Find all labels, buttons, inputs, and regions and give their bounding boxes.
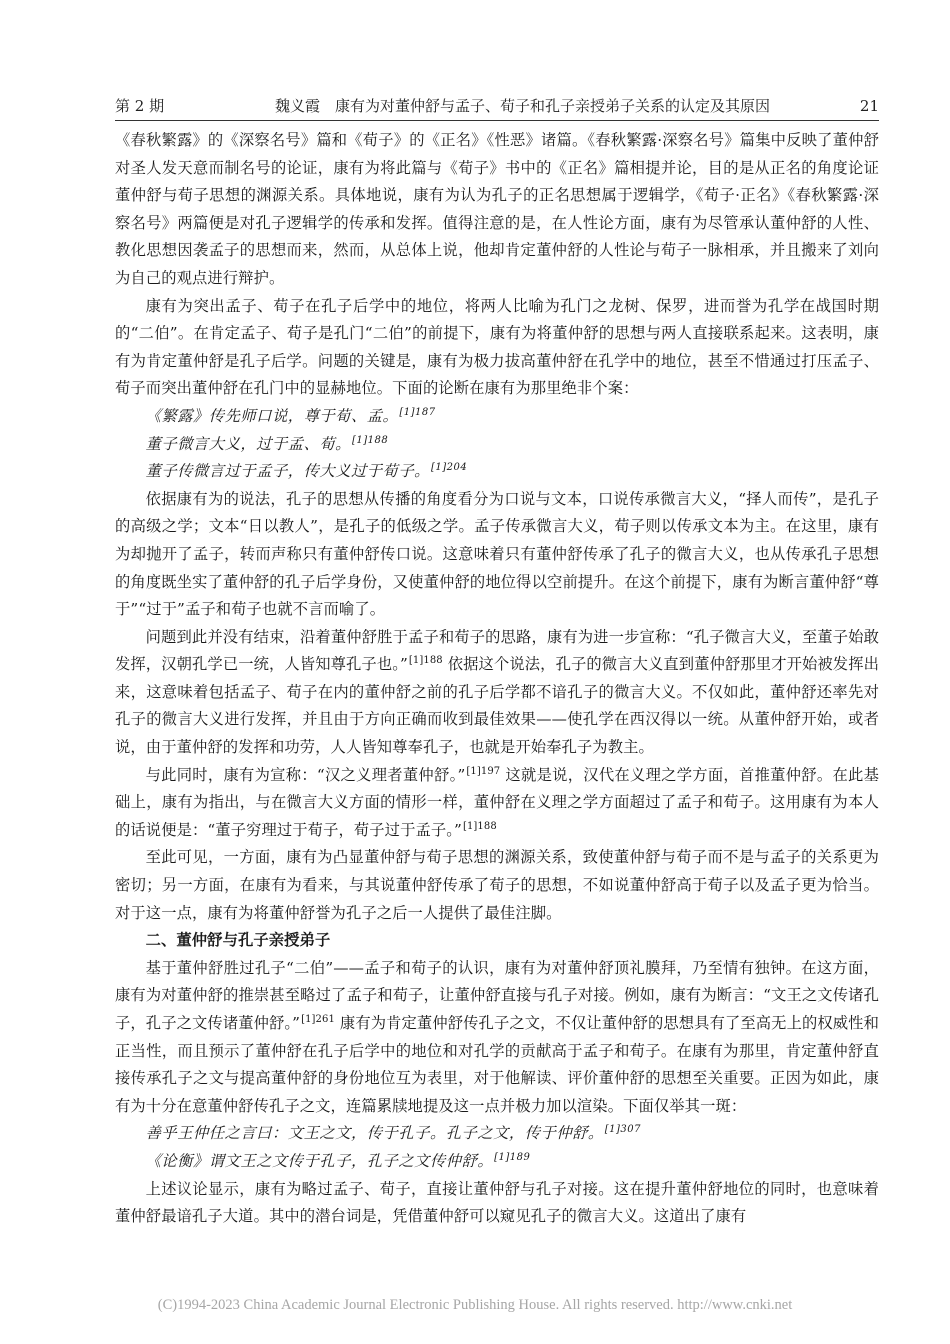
citation: [1]261: [301, 1014, 335, 1025]
section-heading: 二、董仲舒与孔子亲授弟子: [145, 931, 331, 950]
paragraph: [115, 624, 879, 762]
paragraph: [115, 762, 879, 845]
block-quote: [115, 458, 879, 486]
header-rule: [115, 120, 879, 121]
paragraph-text: 康有为肯定董仲舒传孔子之文，不仅让董仲舒的思想具有了至高无上的权威性和正当性，而且预示了董仲舒在孔子后学中的地位和对孔学的贡献高于孟子和荀子。在康有为那里，肯定董仲舒直接传承孔子之文与提高董仲舒的身份地位互为表里，对于他解读、评价董仲舒的思想至关重要。正因为如此，康有为十分在意董仲舒传孔子之文，连篇累牍地提及这一点并极力加以渲染。下面仅举其一斑：: [115, 1014, 879, 1115]
block-quote: [115, 1148, 879, 1176]
paragraph: 依据康有为的说法，孔子的思想从传播的角度看分为口说与文本，口说传承微言大义，“择人而传”，是孔子的高级之学；文本“日以教人”，是孔子的低级之学。孟子传承微言大义，荀子则以传承文本为主。在这里，康有为却抛开了孟子，转而声称只有董仲舒传口说。这意味着只有董仲舒传承了孔子的微言大义，也从传承孔子思想的角度既坐实了董仲舒的孔子后学身份，又使董仲舒的地位得以空前提升。在这个前提下，康有为断言董仲舒“尊于”“过于”孟子和荀子也就不言而喻了。: [115, 489, 879, 619]
page-number: 21: [859, 97, 879, 115]
citation: [1]188: [351, 434, 389, 446]
quote-text: 《论衡》谓文王之文传于孔子，孔子之文传仲舒。: [145, 1151, 494, 1170]
paragraph-text: 依据这个说法，孔子的微言大义直到董仲舒那里才开始被发挥出来，这意味着包括孟子、荀子在内的董仲舒之前的孔子后学都不谙孔子的微言大义。不仅如此，董仲舒还率先对孔子的微言大义进行发挥，并且由于方向正确而收到最佳效果——使孔学在西汉得以一统。从董仲舒开始，或者说，由于董仲舒的发挥和功劳，人人皆知尊奉孔子，也就是开始奉孔子为教主。: [115, 655, 880, 757]
citation: [1]188: [462, 820, 497, 832]
block-quote: [115, 403, 879, 431]
citation: [1]187: [399, 406, 436, 418]
quote-text: 善乎王仲任之言曰：文王之文，传于孔子。孔子之文，传于仲舒。: [145, 1124, 604, 1143]
quote-text: 董子微言大义，过于孟、荀。: [145, 434, 351, 453]
paragraph-text: 问题到此并没有结束，沿着董仲舒胜于孟子和荀子的思路，康有为进一步宣称：“孔子微言大义，至董子始敢发挥，汉朝孔学已一统，人皆知尊孔子也。”: [115, 627, 879, 674]
citation: [1]204: [430, 462, 468, 474]
citation: [1]197: [466, 765, 501, 777]
copyright-footer: (C)1994-2023 China Academic Journal Electronic Publishing House. All rights reserved. http://www.cnki.net: [157, 1297, 793, 1313]
paragraph: 《春秋繁露》的《深察名号》篇和《荀子》的《正名》《性恶》诸篇。《春秋繁露·深察名号》篇集中反映了董仲舒对圣人发天意而制名号的论证，康有为将此篇与《荀子》书中的《正名》篇相提并论，目的是从正名的角度论证董仲舒与荀子思想的渊源关系。具体地说，康有为认为孔子的正名思想属于逻辑学，《荀子·正名》《春秋繁露·深察名号》两篇便是对孔子逻辑学的传承和发挥。值得注意的是，在人性论方面，康有为尽管承认董仲舒的人性、教化思想因袭孟子的思想而来，然而，从总体上说，他却肯定董仲舒的人性论与荀子一脉相承，并且搬来了刘向为自己的观点进行辩护。: [115, 131, 879, 287]
quote-text: 《繁露》传先师口说，尊于荀、孟。: [145, 406, 399, 425]
paragraph: [115, 955, 879, 1121]
paragraph: 上述议论显示，康有为略过孟子、荀子，直接让董仲舒与孔子对接。这在提升董仲舒地位的同时，也意味着董仲舒最谙孔子大道。其中的潜台词是，凭借董仲舒可以窥见孔子的微言大义。这道出了康有: [115, 1179, 879, 1226]
quote-text: 董子传微言过于孟子，传大义过于荀子。: [145, 462, 430, 481]
running-title: 魏义霞 康有为对董仲舒与孟子、荀子和孔子亲授弟子关系的认定及其原因: [275, 97, 771, 115]
citation: [1]307: [604, 1124, 641, 1136]
citation: [1]188: [408, 655, 443, 667]
block-quote: [115, 1120, 879, 1148]
paragraph-text: 与此同时，康有为宣称：“汉之义理者董仲舒。”: [145, 765, 466, 784]
citation: [1]189: [494, 1151, 531, 1163]
paragraph-text: 基于董仲舒胜过孔子“二伯”——孟子和荀子的认识，康有为对董仲舒顶礼膜拜，乃至情有独钟。在这方面，康有为对董仲舒的推崇甚至略过了孟子和荀子，让董仲舒直接与孔子对接。例如，康有为断言：“文王之文传诸孔子，孔子之文传诸董仲舒。”: [115, 958, 879, 1032]
issue-number: 第 2 期: [115, 97, 165, 115]
block-quote: [115, 431, 879, 459]
paragraph-text: 这就是说，汉代在义理之学方面，首推董仲舒。在此基础上，康有为指出，与在微言大义方面的情形一样，董仲舒在义理之学方面超过了孟子和荀子。这用康有为本人的话说便是：“董子穷理过于荀子，荀子过于孟子。”: [115, 765, 879, 839]
paragraph: 至此可见，一方面，康有为凸显董仲舒与荀子思想的渊源关系，致使董仲舒与荀子而不是与孟子的关系更为密切；另一方面，在康有为看来，与其说董仲舒传承了荀子的思想，不如说董仲舒高于荀子以及孟子更为恰当。对于这一点，康有为将董仲舒誉为孔子之后一人提供了最佳注脚。: [115, 848, 879, 922]
article-body: [115, 127, 879, 1231]
paragraph: 康有为突出孟子、荀子在孔子后学中的地位，将两人比喻为孔门之龙树、保罗，进而誉为孔学在战国时期的“二伯”。在肯定孟子、荀子是孔门“二伯”的前提下，康有为将董仲舒的思想与两人直接联系起来。这表明，康有为肯定董仲舒是孔子后学。问题的关键是，康有为极力拔高董仲舒在孔学中的地位，甚至不惜通过打压孟子、荀子而突出董仲舒在孔门中的显赫地位。下面的论断在康有为那里绝非个案：: [115, 296, 879, 398]
